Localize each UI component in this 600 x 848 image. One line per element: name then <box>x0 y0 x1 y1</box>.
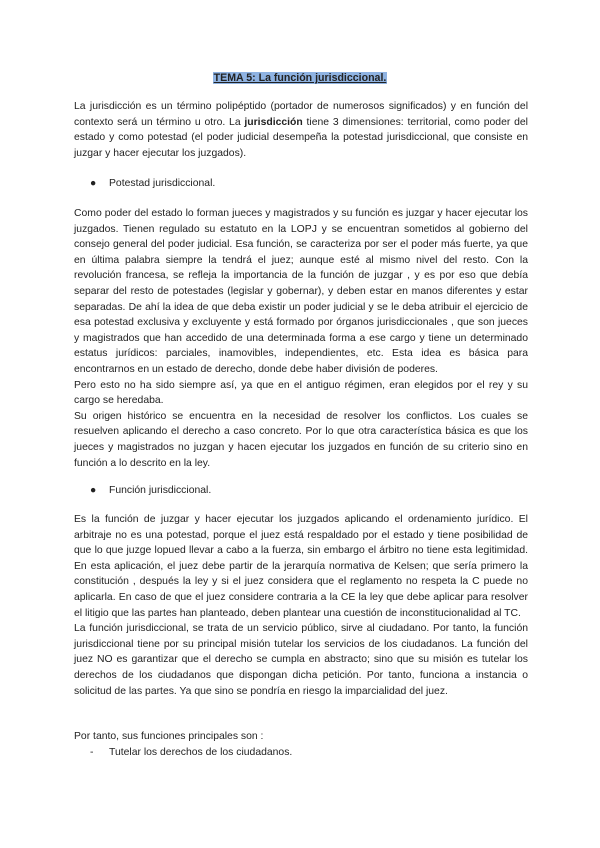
dash-list-item-text: Tutelar los derechos de los ciudadanos. <box>109 747 293 758</box>
bullet-potestad <box>90 176 215 192</box>
bullet-dot-icon: ● <box>90 485 97 496</box>
bullet-funcion <box>90 483 211 499</box>
document-title <box>0 71 600 85</box>
intro-paragraph <box>74 99 528 161</box>
intro-bold-term: jurisdicción <box>244 116 303 128</box>
title-highlight: TEMA 5: La función jurisdiccional. <box>213 72 387 84</box>
conclusion-text: Por tanto, sus funciones principales son : <box>74 731 264 742</box>
bullet-dot-icon: ● <box>90 178 97 189</box>
dash-bullet-icon: - <box>90 747 94 758</box>
funcion-paragraph-2: La función jurisdiccional, se trata de un servicio público, sirve al ciudadano. Por tanto, la función jurisdiccional tiene por su principal misión tutelar los servicios de los ciudadanos. La función del juez NO es garantizar que el derecho se cumpla en abstracto; sino que su misión es tutelar los derechos de los ciudadanos que dispongan dicha petición. Por tanto, funciona a instancia o solicitud de las partes. Ya que sino se pondría en riesgo la imparcialidad del juez. <box>74 623 528 697</box>
potestad-paragraph-2: Pero esto no ha sido siempre así, ya que en el antiguo régimen, eran elegidos por el rey y su cargo se heredaba. <box>74 379 528 407</box>
intro-text-end: tiene 3 dimensiones: territorial, como poder del estado y como potestad (el poder judicial desempeña la potestad jurisdiccional, que consiste en juzgar y hacer ejecutar los juzgados). <box>74 116 528 159</box>
potestad-paragraph-3: Su origen histórico se encuentra en la necesidad de resolver los conflictos. Los cuales se resuelven aplicando el derecho a caso concreto. Por lo que otra característica básica es que los jueces y magistrados no juzgan y hacen ejecutar los juzgados en función de su criterio sino en función a lo descrito en la ley. <box>74 410 528 469</box>
bullet-potestad-label: Potestad jurisdiccional. <box>109 178 216 189</box>
dash-list-item <box>90 745 292 761</box>
section-potestad <box>74 206 528 471</box>
intro-text-start: La jurisdicción es un término polipéptido (portador de numerosos significados) y en función del contexto será un término u otro. La <box>74 101 528 128</box>
bullet-funcion-label: Función jurisdiccional. <box>109 485 212 496</box>
funcion-paragraph-1: Es la función de juzgar y hacer ejecutar los juzgados aplicando el ordenamiento jurídico. El arbitraje no es una potestad, porque el juez está respaldado por el estado y tiene posibilidad de que lo que juzge lopued llevar a cabo a la fuerza, sin embargo el árbitro no tiene esta legitimidad. En esta aplicación, el juez debe partir de la jerarquía normativa de Kelsen; que sería primero la constitución , después la ley y si el juez considera que el reglamento no respeta la C puede no aplicarla. En caso de que el juez considere contraria a la CE la ley que debe aplicar para resolver el litigio que las partes han planteado, deben plantear una cuestión de inconstitucionalidad al TC. <box>74 514 528 619</box>
potestad-paragraph-1: Como poder del estado lo forman jueces y magistrados y su función es juzgar y hacer ejecutar los juzgados. Tienen regulado su estatuto en la LOPJ y se encuentran sometidos al gobierno del consejo general del poder judicial. Esa función, se caracteriza por ser el poder más fuerte, ya que en última palabra siempre la tendrá el juez; aunque esté al mismo nivel del resto. Con la revolución francesa, se refleja la importancia de la función de juzgar , y es por eso que debía separar del resto de potestades (legislar y gobernar), y deben estar en manos diferentes y estar separadas. De ahí la idea de que deba existir un poder judicial y se le deba atribuir el ejercicio de esa potestad exclusiva y excluyente y está formado por órganos jurisdiccionales , que son jueces y magistrados que han accedido de una determinada forma a ese cargo y tiene un determinado estatus jurídicos: parciales, inamovibles, independientes, etc. Esta idea es básica para encontrarnos en un estado de derecho, donde debe haber división de poderes. <box>74 208 528 375</box>
section-funcion <box>74 512 528 699</box>
